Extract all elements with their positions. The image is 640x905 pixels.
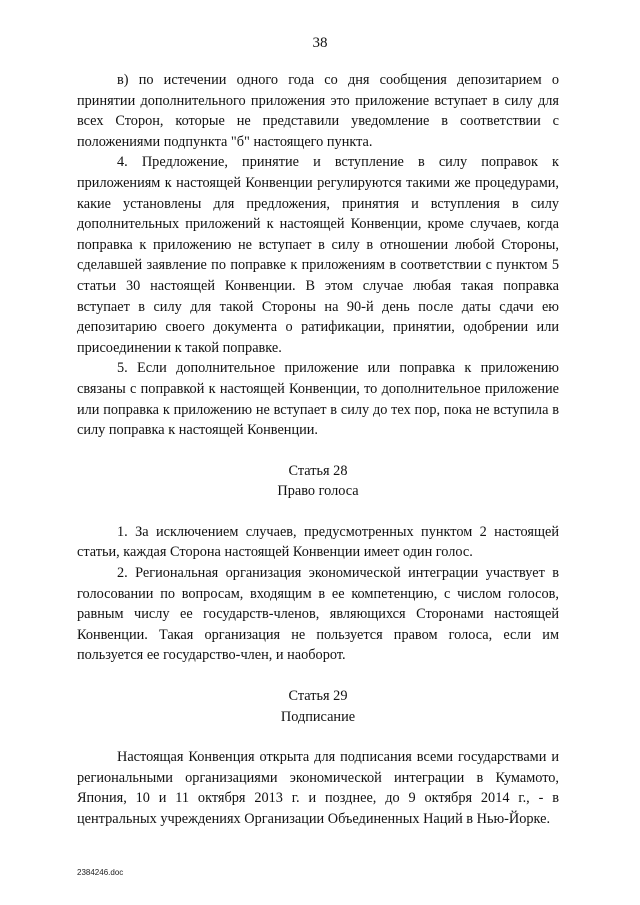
article-28-number: Статья 28 — [288, 462, 348, 479]
article-28-title: Право голоса — [277, 483, 359, 500]
article-28-paragraph-2: 2. Региональная организация экономической интеграции участвует в голосовании по вопросам, входящим в ее компетенцию, с числом голосов, равным числу ее государств-членов, являющихся Сторонами настоящей Конвенции. Такая организация не пользуется правом голоса, если им пользуется ее государство-член, и наоборот. — [77, 565, 559, 664]
article-28-paragraph-1: 1. За исключением случаев, предусмотренных пунктом 2 настоящей статьи, каждая Сторона настоящей Конвенции имеет один голос. — [77, 523, 559, 561]
paragraph-subpoint-v: в) по истечении одного года со дня сообщения депозитарием о принятии дополнительного приложения это приложение вступает в силу для всех Сторон, которые не представили уведомление в соответствии с положениями подпункта "б" настоящего пункта. — [77, 72, 559, 150]
page-number: 38 — [312, 35, 328, 51]
paragraph-4: 4. Предложение, принятие и вступление в силу поправок к приложениям к настоящей Конвенции регулируются такими же процедурами, какие установлены для предложения, принятия и вступления в силу дополнительных приложений к настоящей Конвенции, кроме случаев, когда поправка к приложению не вступает в силу в отношении любой Стороны, сделавшей заявление по поправке к приложениям в соответствии с пунктом 5 статьи 30 настоящей Конвенции. В этом случае любая такая поправка вступает в силу для такой Стороны на 90-й день после даты сдачи ею депозитарию своего документа о ратификации, принятии, одобрении или присоединении к такой поправке. — [77, 154, 559, 356]
document-body — [77, 70, 559, 830]
article-29-paragraph-1: Настоящая Конвенция открыта для подписания всеми государствами и региональными организациями экономической интеграции в Кумамото, Япония, 10 и 11 октября 2013 г. и позднее, до 9 октября 2014 г., - в центральных учреждениях Организации Объединенных Наций в Нью-Йорке. — [77, 749, 559, 827]
article-29-title: Подписание — [280, 708, 356, 725]
document-file-code: 2384246.doc — [77, 868, 124, 877]
article-29-number: Статья 29 — [288, 688, 348, 705]
paragraph-5: 5. Если дополнительное приложение или поправка к приложению связаны с поправкой к настоящей Конвенции, то дополнительное приложение или поправка к приложению не вступает в силу до тех пор, пока не вступила в силу поправка к настоящей Конвенции. — [77, 360, 559, 439]
